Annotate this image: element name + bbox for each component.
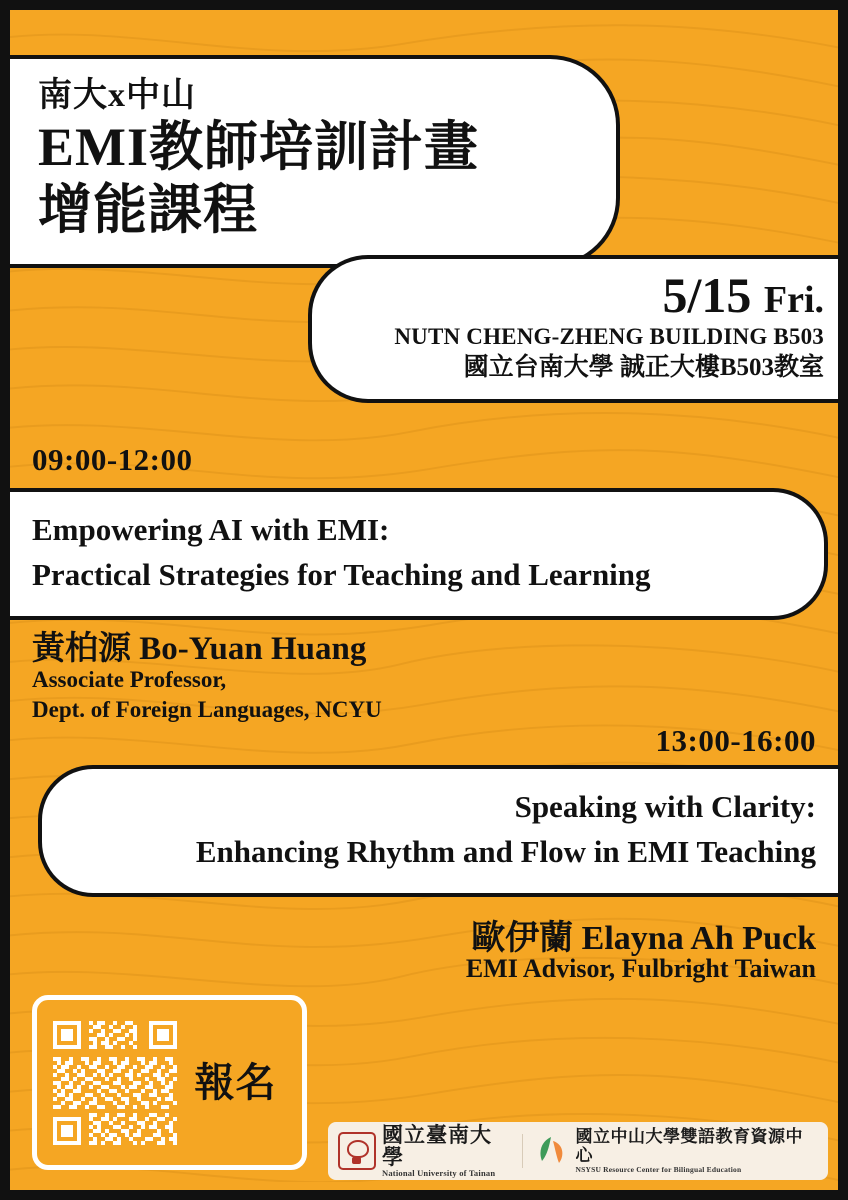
nutn-logo-icon xyxy=(338,1132,376,1170)
nutn-name-en: National University of Tainan xyxy=(382,1168,496,1179)
session-1-speaker-name: 黃柏源 Bo-Yuan Huang xyxy=(32,631,367,667)
session-1-card xyxy=(10,488,828,620)
session-2-speaker-name: 歐伊蘭 Elayna Ah Puck xyxy=(471,920,816,957)
date-venue-block xyxy=(308,255,838,403)
session-2-title-line1: Speaking with Clarity: xyxy=(514,789,816,824)
session-1-speaker-role xyxy=(32,665,382,725)
poster-title-block xyxy=(10,55,620,268)
title-main-line2: 增能課程 xyxy=(38,180,258,241)
session-2-card xyxy=(38,765,838,897)
title-subheading: 南大x中山 xyxy=(38,77,196,114)
session-2-speaker-role: EMI Advisor, Fulbright Taiwan xyxy=(465,954,816,983)
event-date: 5/15 xyxy=(662,267,752,323)
nsysu-name-zh: 國立中山大學雙語教育資源中心 xyxy=(575,1126,803,1165)
qr-code-icon[interactable] xyxy=(49,1017,181,1149)
registration-qr-card[interactable] xyxy=(32,995,307,1170)
sponsor-logos xyxy=(328,1122,828,1180)
session-1-title-line1: Empowering AI with EMI: xyxy=(32,512,390,547)
session-1-speaker-role-line1: Associate Professor, xyxy=(32,667,227,692)
nutn-name-zh: 國立臺南大學 xyxy=(382,1122,492,1169)
nsysu-logo-icon xyxy=(533,1133,569,1169)
venue-english: NUTN CHENG-ZHENG BUILDING B503 xyxy=(394,323,824,349)
session-1-title-line2: Practical Strategies for Teaching and Learning xyxy=(32,556,651,592)
session-1-time: 09:00-12:00 xyxy=(32,442,193,477)
nsysu-name-en: NSYSU Resource Center for Bilingual Education xyxy=(575,1165,742,1175)
session-1-speaker-role-line2: Dept. of Foreign Languages, NCYU xyxy=(32,696,382,722)
title-main-line1: EMI教師培訓計畫 xyxy=(38,117,479,178)
venue-chinese: 國立台南大學 誠正大樓B503教室 xyxy=(463,354,824,382)
logo-divider xyxy=(522,1134,523,1168)
logo-nutn xyxy=(338,1124,512,1178)
event-dayname: Fri. xyxy=(763,279,824,321)
event-date-line xyxy=(346,269,824,322)
registration-label: 報名 xyxy=(194,1059,277,1105)
session-2-time: 13:00-16:00 xyxy=(655,723,816,758)
session-2-title-line2: Enhancing Rhythm and Flow in EMI Teaching xyxy=(195,833,816,869)
logo-nsysu xyxy=(533,1128,818,1174)
